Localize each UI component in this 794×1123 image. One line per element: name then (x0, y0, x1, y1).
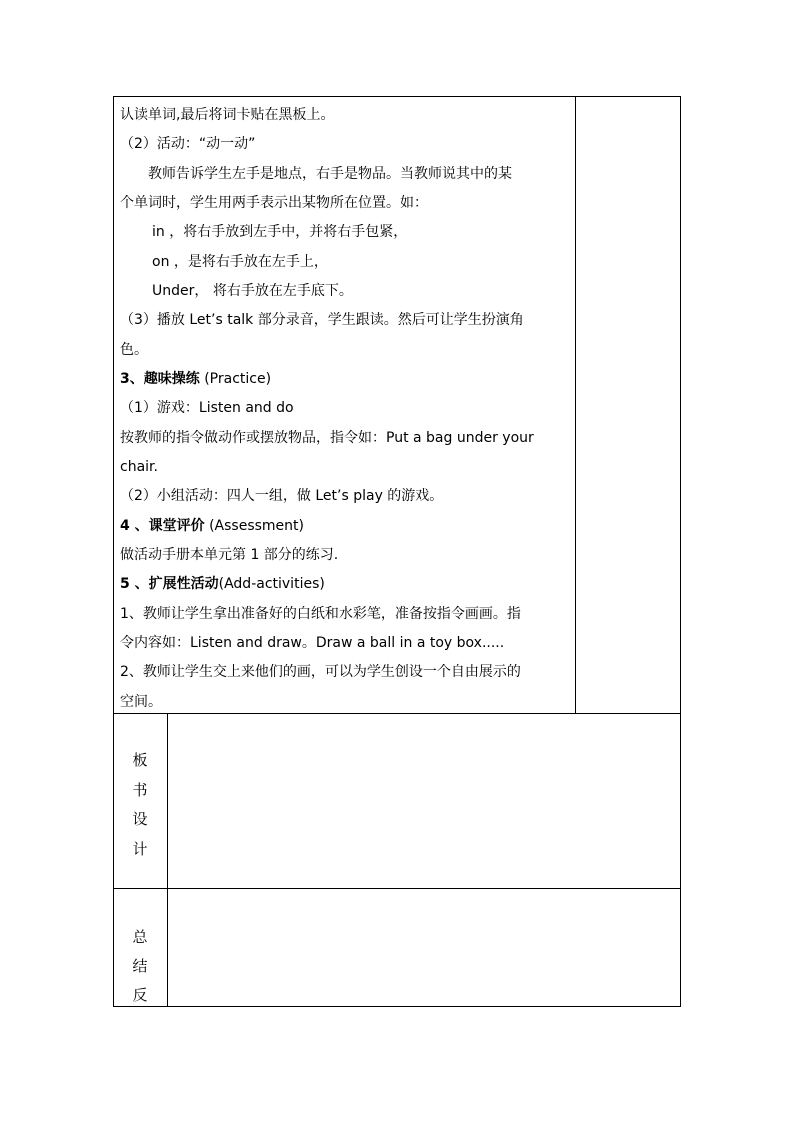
text-line: 教师告诉学生左手是地点，右手是物品。当教师说其中的某 (148, 166, 512, 182)
summary-label-char: 结 (132, 957, 148, 975)
board-design-label-char: 板 (132, 751, 148, 769)
heading-cn: 4 、课堂评价 (120, 518, 205, 534)
heading-cn: 3、趣味操练 (120, 371, 200, 387)
heading-cn: 5 、扩展性活动 (120, 576, 219, 592)
board-row-bottom-border (113, 888, 681, 889)
table-left-border (113, 96, 114, 1007)
text-line: on ，是将右手放在左手上， (152, 254, 328, 270)
text-line: 1、教师让学生拿出准备好的白纸和水彩笔，准备按指令画画。指 (120, 606, 521, 622)
text-line: 空间。 (120, 694, 162, 710)
text-line: 色。 (120, 342, 148, 358)
text-line: （1）游戏：Listen and do (120, 400, 294, 416)
text-line: 按教师的指令做动作或摆放物品，指令如：Put a bag under your (120, 430, 534, 446)
section-heading-assessment (120, 516, 304, 536)
text-line: 做活动手册本单元第 1 部分的练习. (120, 547, 339, 563)
text-line: Under， 将右手放在左手底下。 (152, 283, 353, 299)
heading-en: (Add-activities) (218, 576, 325, 592)
text-line: 认读单词,最后将词卡贴在黑板上。 (120, 107, 335, 123)
heading-en: (Practice) (204, 371, 272, 387)
board-design-label-char: 计 (132, 840, 148, 858)
table-right-border (680, 96, 681, 1007)
board-design-label-char: 设 (132, 810, 148, 828)
text-line: （3）播放 Let’s talk 部分录音，学生跟读。然后可让学生扮演角 (120, 312, 524, 328)
text-line: in ，将右手放到左手中，并将右手包紧， (152, 224, 408, 240)
text-line: 2、教师让学生交上来他们的画，可以为学生创设一个自由展示的 (120, 664, 521, 680)
text-line: （2）活动：“动一动” (120, 136, 256, 152)
content-column-divider (575, 96, 576, 713)
heading-en: (Assessment) (209, 518, 304, 534)
content-row-bottom-border (113, 713, 681, 714)
text-line: （2）小组活动：四人一组，做 Let’s play 的游戏。 (120, 488, 444, 504)
section-heading-practice (120, 369, 271, 389)
section-heading-activities (120, 574, 325, 594)
text-line: chair. (120, 459, 158, 475)
text-line: 令内容如：Listen and draw。Draw a ball in a toy box..... (120, 635, 505, 651)
summary-label-char: 反 (132, 986, 148, 1004)
label-column-divider (167, 713, 168, 1007)
table-bottom-border (113, 1006, 681, 1007)
table-top-border (113, 96, 681, 97)
board-design-label-char: 书 (132, 781, 148, 799)
summary-label-char: 总 (132, 928, 148, 946)
text-line: 个单词时，学生用两手表示出某物所在位置。如： (120, 195, 428, 211)
